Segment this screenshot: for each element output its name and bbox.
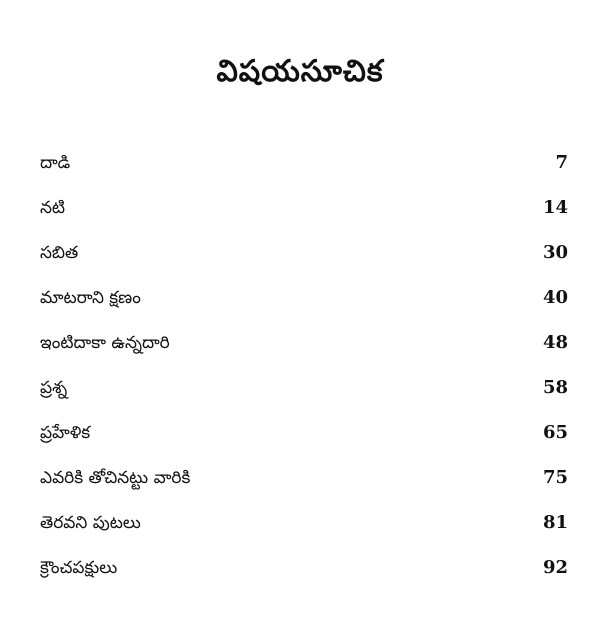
toc-entry-title: తెరవని పుటలు	[40, 512, 141, 533]
toc-entry	[40, 455, 568, 500]
toc-entry-title: ప్రశ్న	[40, 377, 68, 398]
toc-entry	[40, 320, 568, 365]
toc-entry	[40, 185, 568, 230]
toc-entry	[40, 500, 568, 545]
toc-entry-title: ఎవరికి తోచినట్టు వారికి	[40, 467, 191, 488]
toc-entry	[40, 410, 568, 455]
page-title: విషయసూచిక	[216, 54, 384, 89]
toc-entry	[40, 275, 568, 320]
toc-entry	[40, 230, 568, 275]
toc-entry-title: క్రౌంచపక్షులు	[40, 557, 118, 578]
toc-entry	[40, 545, 568, 590]
toc-entry-page: 30	[542, 241, 568, 263]
toc-entry-page: 48	[542, 331, 568, 353]
toc-entry-page: 58	[542, 376, 568, 398]
toc-entry-title: నటి	[40, 197, 66, 218]
toc-entry-page: 40	[542, 286, 568, 308]
toc-entry-title: మాటరాని క్షణం	[40, 287, 141, 308]
toc-entry-page: 81	[542, 511, 568, 533]
toc-entry-title: సబిత	[40, 242, 79, 263]
toc-entry-page: 75	[542, 466, 568, 488]
toc-entry-page: 92	[542, 556, 568, 578]
toc-entry-page: 14	[542, 196, 568, 218]
toc-entry-title: దాడి	[40, 152, 71, 173]
toc-entry	[40, 140, 568, 185]
toc-entry-page: 7	[555, 151, 568, 173]
toc-entry-title: ప్రహేళిక	[40, 422, 91, 443]
toc-entry-title: ఇంటిదాకా ఉన్నదారి	[40, 332, 170, 353]
table-of-contents	[40, 140, 568, 590]
toc-entry	[40, 365, 568, 410]
toc-entry-page: 65	[542, 421, 568, 443]
